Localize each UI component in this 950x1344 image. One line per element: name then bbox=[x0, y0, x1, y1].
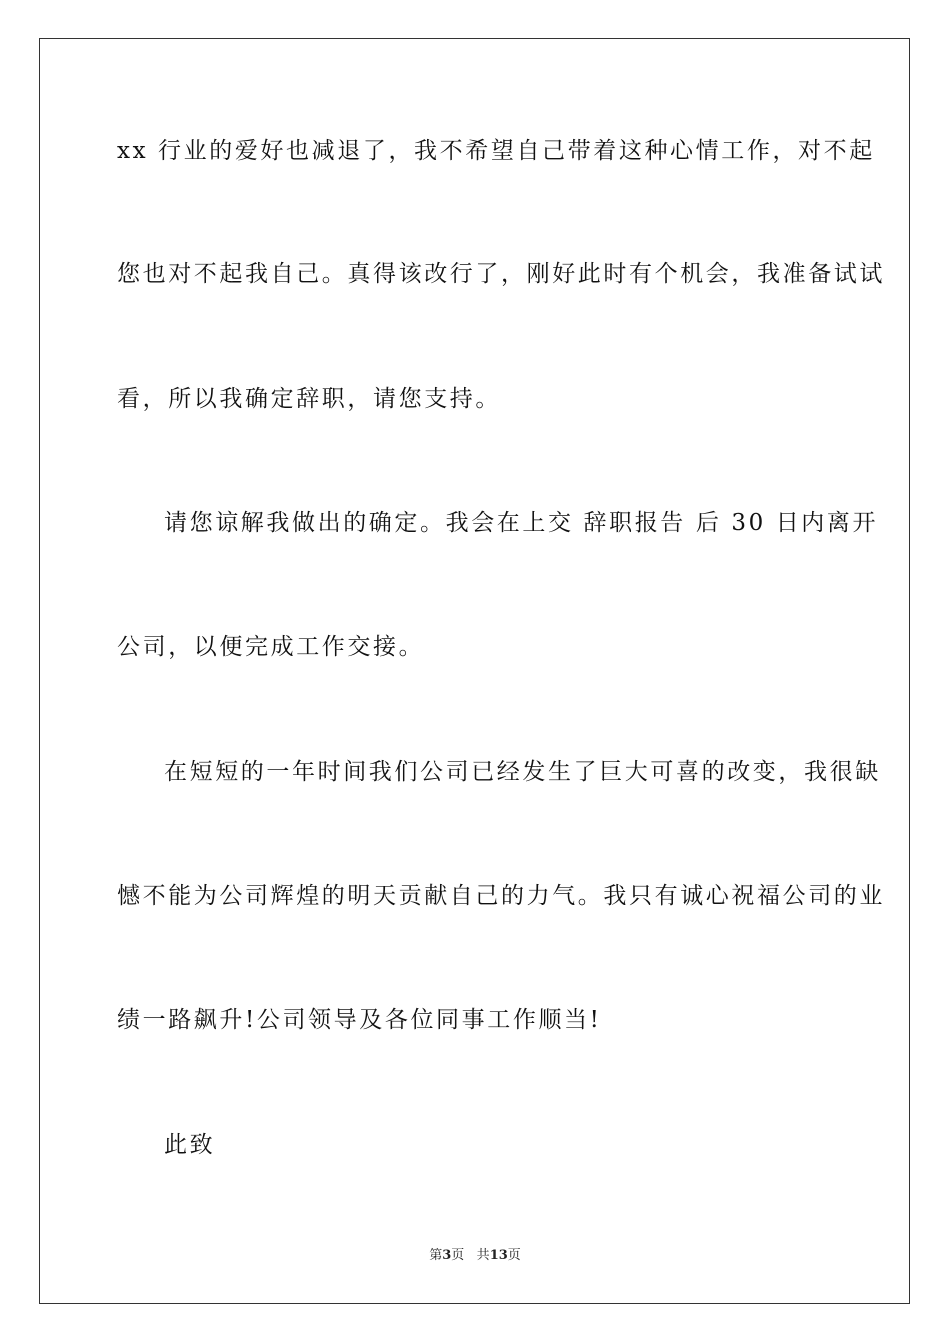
page-border bbox=[39, 38, 910, 1304]
page-number: 3 bbox=[442, 1248, 452, 1263]
body-line-1: xx 行业的爱好也减退了，我不希望自己带着这种心情工作，对不起 bbox=[117, 138, 875, 164]
total-prefix: 共 bbox=[476, 1248, 490, 1263]
body-line-3: 看，所以我确定辞职，请您支持。 bbox=[117, 386, 501, 412]
body-line-7: 憾不能为公司辉煌的明天贡献自己的力气。我只有诚心祝福公司的业 bbox=[117, 883, 885, 909]
body-line-4: 请您谅解我做出的确定。我会在上交 辞职报告 后 30 日内离开 bbox=[164, 510, 879, 536]
closing-salutation: 此致 bbox=[164, 1132, 216, 1158]
body-line-8: 绩一路飙升!公司领导及各位同事工作顺当! bbox=[117, 1007, 602, 1033]
page-suffix: 页 bbox=[451, 1248, 465, 1263]
total-pages: 13 bbox=[489, 1248, 508, 1263]
body-line-2: 您也对不起我自己。真得该改行了，刚好此时有个机会，我准备试试 bbox=[117, 261, 885, 287]
body-line-5: 公司，以便完成工作交接。 bbox=[117, 634, 425, 660]
total-suffix: 页 bbox=[507, 1248, 521, 1263]
body-line-6: 在短短的一年时间我们公司已经发生了巨大可喜的改变，我很缺 bbox=[164, 759, 881, 785]
page-prefix: 第 bbox=[429, 1248, 443, 1263]
page-footer bbox=[0, 1247, 950, 1265]
